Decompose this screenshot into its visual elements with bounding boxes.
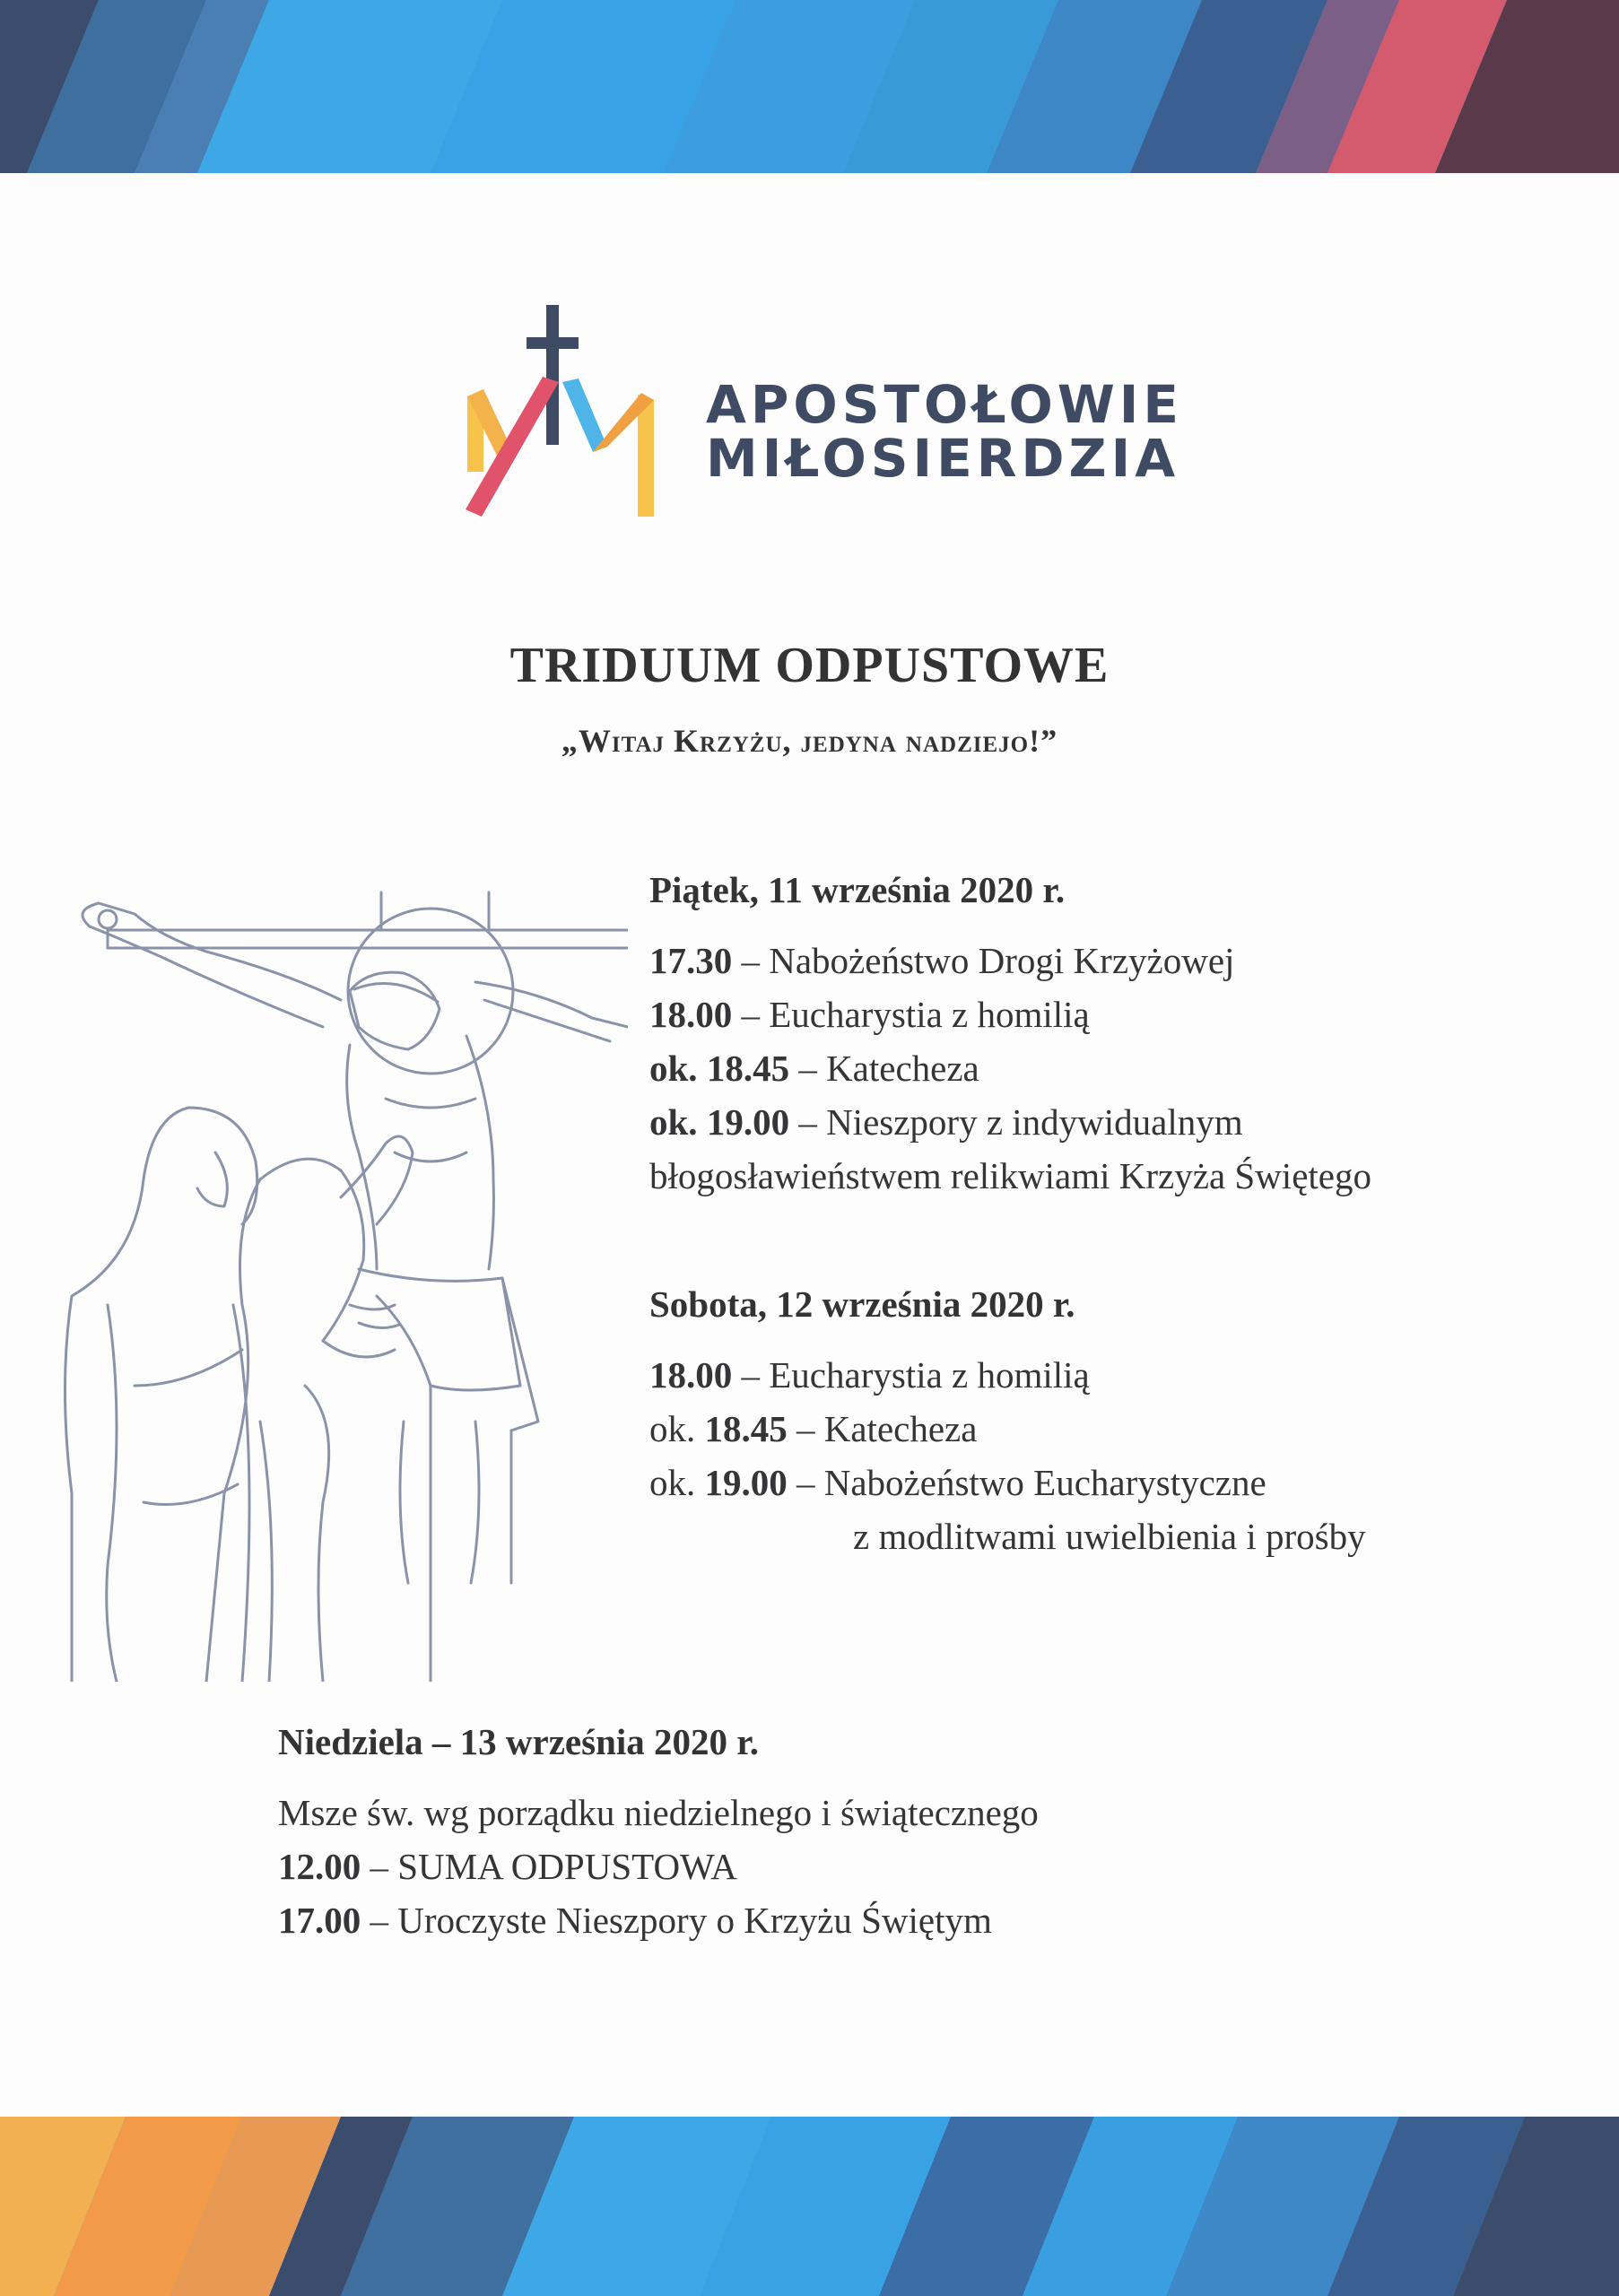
schedule-item-continuation: błogosławieństwem relikwiami Krzyża Świętego bbox=[649, 1155, 1371, 1197]
schedule-sunday bbox=[278, 1720, 1534, 1947]
apostles-of-mercy-logo-icon bbox=[462, 296, 695, 529]
logo-name-line1: APOSTOŁOWIE bbox=[706, 374, 1183, 435]
schedule-item: 18.00 – Eucharystia z homilią bbox=[649, 994, 1090, 1036]
bottom-decorative-band bbox=[0, 2117, 1619, 2296]
schedule-item: ok. 19.00 – Nabożeństwo Eucharystyczne bbox=[649, 1462, 1266, 1504]
schedule-item: 12.00 – SUMA ODPUSTOWA bbox=[278, 1846, 737, 1888]
schedule-item-continuation: z modlitwami uwielbienia i prośby bbox=[853, 1516, 1366, 1558]
schedule-intro: Msze św. wg porządku niedzielnego i świątecznego bbox=[278, 1792, 1039, 1834]
crucifixion-line-drawing-icon bbox=[54, 883, 628, 1682]
top-decorative-band bbox=[0, 0, 1619, 173]
schedule-item: ok. 18.45 – Katecheza bbox=[649, 1048, 979, 1090]
schedule-item: ok. 19.00 – Nieszpory z indywidualnym bbox=[649, 1101, 1243, 1144]
schedule-item: ok. 18.45 – Katecheza bbox=[649, 1408, 978, 1450]
organization-logo bbox=[462, 296, 1183, 529]
day-heading-sunday: Niedziela – 13 września 2020 r. bbox=[278, 1721, 759, 1762]
crucifixion-illustration bbox=[54, 883, 628, 1682]
logo-name-line2: MIŁOSIERDZIA bbox=[706, 428, 1180, 489]
day-heading-saturday: Sobota, 12 września 2020 r. bbox=[649, 1283, 1075, 1325]
schedule-friday bbox=[649, 868, 1591, 1203]
schedule-item: 17.30 – Nabożeństwo Drogi Krzyżowej bbox=[649, 940, 1235, 982]
day-heading-friday: Piątek, 11 września 2020 r. bbox=[649, 869, 1066, 910]
schedule-saturday bbox=[649, 1283, 1591, 1563]
schedule-item: 18.00 – Eucharystia z homilią bbox=[649, 1354, 1090, 1396]
schedule-item: 17.00 – Uroczyste Nieszpory o Krzyżu Świętym bbox=[278, 1900, 992, 1942]
page-title: TRIDUUM ODPUSTOWE bbox=[509, 638, 1110, 693]
motto: „Witaj Krzyżu, jedyna nadziejo!” bbox=[561, 723, 1058, 759]
